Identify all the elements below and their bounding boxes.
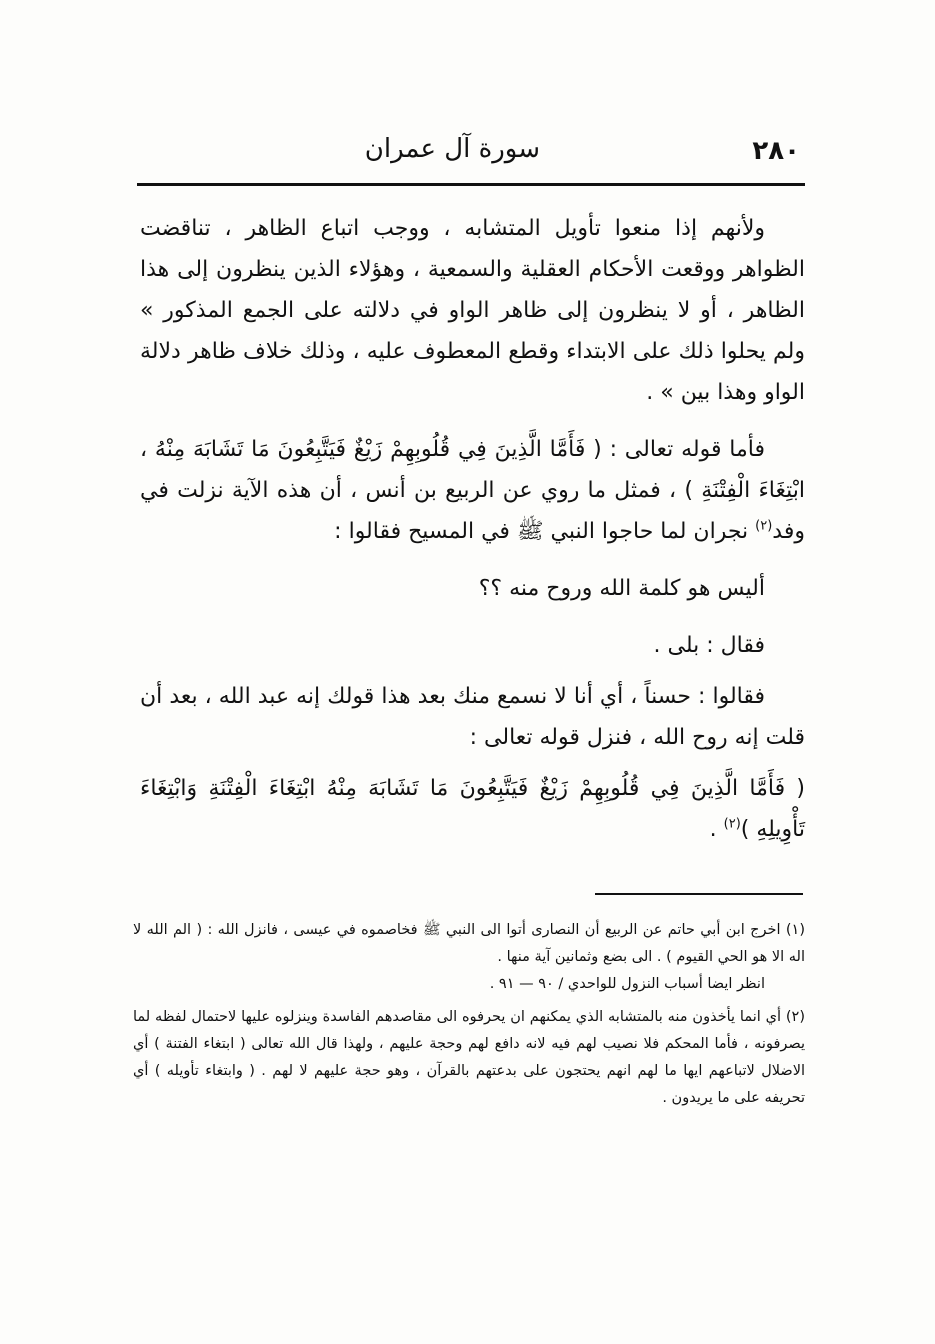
paragraph-2-text-a: فأما قوله تعالى : ( فَأَمَّا الَّذِينَ فِي قُلُوبِهِمْ زَيْغٌ فَيَتَّبِعُونَ مَا تَشَابَهَ مِنْهُ ، ابْتِغَاءَ الْفِتْنَةِ ) ، فمثل ما روي عن الربيع بن أنس ، أن هذه الآية نزلت في وفد [140, 437, 805, 544]
footnote-rule [595, 893, 803, 895]
page-header [135, 128, 800, 176]
paragraph-1: ولأنهم إذا منعوا تأويل المتشابه ، ووجب اتباع الظاهر ، تناقضت الظواهر ووقعت الأحكام العقلية والسمعية ، وهؤلاء الذين ينظرون إلى هذا الظاهر ، أو لا ينظرون إلى ظاهر الواو في دلالته على الجمع المذكور » ولم يحلوا ذلك على الابتداء وقطع المعطوف عليه ، وذلك خلاف ظاهر دلالة الواو وهذا بين » . [140, 216, 805, 405]
paragraph-6-end: . [709, 817, 724, 842]
quran-verse: ( فَأَمَّا الَّذِينَ فِي قُلُوبِهِمْ زَيْغٌ فَيَتَّبِعُونَ مَا تَشَابَهَ مِنْهُ ابْتِغَاءَ الْفِتْنَةِ وَابْتِغَاءَ تَأْوِيلِهِ ) [140, 776, 805, 842]
footnote-ref-2b: (٢) [723, 816, 741, 832]
paragraph-5: فقالوا : حسناً ، أي أنا لا نسمع منك بعد هذا قولك إنه عبد الله ، بعد أن قلت إنه روح الله ، فنزل قوله تعالى : [140, 684, 805, 750]
paragraph-4: فقال : بلى . [653, 633, 765, 658]
header-rule [137, 183, 805, 186]
footnote-1-source: انظر ايضا أسباب النزول للواحدي / ٩٠ — ٩١ . [489, 976, 765, 992]
footnote-1: (١) اخرج ابن أبي حاتم عن الربيع أن النصارى أتوا الى النبي ﷺ فخاصموه في عيسى ، فانزل الله : ( الم الله لا اله الا هو الحي القيوم ) . الى بضع وثمانين آية منها . [133, 922, 805, 965]
page-number: ٢٨٠ [752, 136, 800, 166]
footnote-2: (٢) أي انما يأخذون منه بالمتشابه الذي يمكنهم ان يحرفوه الى مقاصدهم الفاسدة وينزلوه عليها لاحتمال لفظه لما يصرفونه ، فأما المحكم فلا نصيب لهم فيه لانه دافع لهم وحجة عليهم ، ولهذا قال الله تعالى ( ابتغاء الفتنة ) أي الاضلال لاتباعهم ايها ما لهم انهم يحتجون على بدعتهم بالقرآن ، وهو حجة عليهم لا لهم . ( وابتغاء تأويله ) أي تحريفه على ما يريدون . [133, 1009, 805, 1106]
footnote-ref-2a: (٢) [755, 518, 773, 534]
paragraph-3: أليس هو كلمة الله وروح منه ؟؟ [478, 576, 765, 601]
main-text [140, 208, 805, 850]
paragraph-2 [140, 429, 805, 552]
footnotes [133, 917, 805, 1112]
running-head: سورة آل عمران [364, 134, 540, 164]
paragraph-6 [140, 768, 805, 850]
paragraph-2-text-b: نجران لما حاجوا النبي ﷺ في المسيح فقالوا : [334, 519, 756, 544]
